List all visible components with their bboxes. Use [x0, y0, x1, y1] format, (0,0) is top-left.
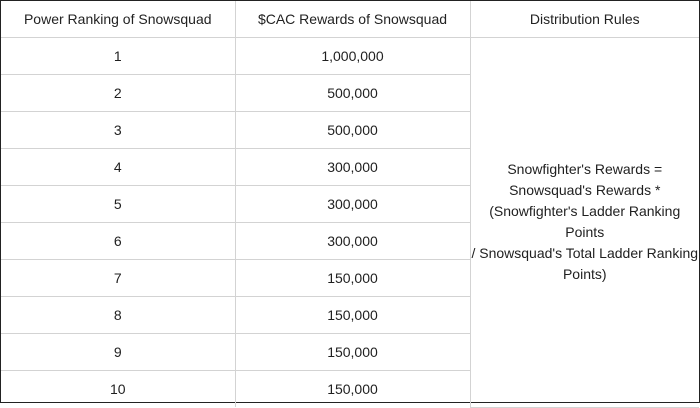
distribution-rule-cell — [470, 38, 699, 408]
reward-cell: 150,000 — [235, 260, 470, 297]
rank-cell: 7 — [1, 260, 235, 297]
reward-cell: 150,000 — [235, 334, 470, 371]
rank-cell: 1 — [1, 38, 235, 75]
table-row — [1, 38, 699, 75]
header-distribution-rules: Distribution Rules — [470, 1, 699, 38]
rank-cell: 3 — [1, 112, 235, 149]
rank-cell: 10 — [1, 371, 235, 408]
reward-cell: 300,000 — [235, 186, 470, 223]
header-cac-rewards: $CAC Rewards of Snowsquad — [235, 1, 470, 38]
rank-cell: 9 — [1, 334, 235, 371]
reward-cell: 150,000 — [235, 371, 470, 408]
table-header-row — [1, 1, 699, 38]
distribution-rule-line: Points) — [562, 266, 607, 283]
distribution-rule-line: / Snowsquad's Total Ladder Ranking — [471, 245, 699, 262]
reward-cell: 1,000,000 — [235, 38, 470, 75]
rank-cell: 4 — [1, 149, 235, 186]
rank-cell: 5 — [1, 186, 235, 223]
rank-cell: 6 — [1, 223, 235, 260]
distribution-rule-line: (Snowfighter's Ladder Ranking Points — [489, 203, 681, 241]
reward-cell: 500,000 — [235, 75, 470, 112]
header-power-ranking: Power Ranking of Snowsquad — [1, 1, 235, 38]
rank-cell: 8 — [1, 297, 235, 334]
reward-cell: 300,000 — [235, 223, 470, 260]
reward-cell: 500,000 — [235, 112, 470, 149]
rewards-table — [1, 1, 699, 408]
reward-cell: 300,000 — [235, 149, 470, 186]
reward-cell: 150,000 — [235, 297, 470, 334]
distribution-rule-line: Snowfighter's Rewards = — [507, 161, 663, 178]
distribution-rule-line: Snowsquad's Rewards * — [509, 182, 661, 199]
rank-cell: 2 — [1, 75, 235, 112]
